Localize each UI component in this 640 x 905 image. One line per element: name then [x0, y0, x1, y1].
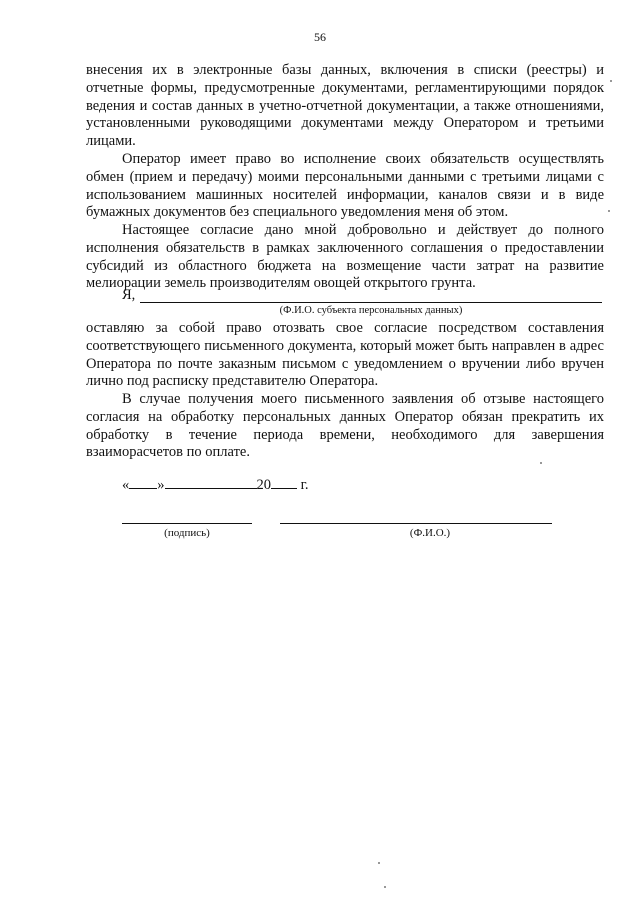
year-suffix: г. [300, 477, 309, 493]
name-caption: (Ф.И.О.) [409, 527, 451, 539]
year-prefix: 20 [256, 477, 271, 493]
paragraph-data-usage: внесения их в электронные базы данных, включения в списки (реестры) и отчетные формы, предусмотренные документами, регламентирующими порядок ведения и состав данных в учетно-отчетной документации, а также отношениями, установленными руководящими документами между Оператором и третьими лицами. [86, 62, 604, 150]
scan-speck [384, 886, 386, 888]
month-blank [165, 476, 257, 489]
paragraph-withdrawal-processing: В случае получения моего письменного заявления об отзыве настоящего согласия на обработку персональных данных Оператор обязан прекратить их обработку в течение периода времени, необходимого для завершения взаиморасчетов по оплате. [86, 391, 604, 461]
date-close-quote: » [157, 477, 165, 493]
ya-label: Я, [122, 287, 136, 303]
name-line [280, 523, 552, 524]
signature-caption: (подпись) [164, 527, 210, 539]
date-open-quote: « [122, 477, 130, 493]
paragraph-consent-validity: Настоящее согласие дано мной добровольно и действует до полного исполнения обязательств в рамках заключенного соглашения о предоставлении субсидий из областного бюджета на возмещение части затрат на развитие мелиорации земель производителям овощей открытого грунта. [86, 222, 604, 292]
paragraph-operator-rights: Оператор имеет право во исполнение своих обязательств осуществлять обмен (прием и передачу) моими персональными данными с третьими лицами с использованием машинных носителей информации, каналов связи и в виде бумажных документов без специального уведомления меня об этом. [86, 151, 604, 221]
paragraph-withdrawal-right: оставляю за собой право отозвать свое согласие посредством составления соответствующего письменного документа, который может быть направлен в адрес Оператора по почте заказным письмом с уведомлением о вручении либо вручен лично под расписку представителю Оператора. [86, 320, 604, 390]
date-line [122, 476, 309, 494]
page-number: 56 [314, 30, 326, 44]
subject-name-field [140, 302, 602, 303]
scan-speck [540, 462, 542, 464]
year-blank [271, 476, 297, 489]
day-blank [129, 476, 157, 489]
scan-speck [378, 862, 380, 864]
subject-name-caption: (Ф.И.О. субъекта персональных данных) [279, 305, 463, 316]
scan-speck [610, 80, 612, 82]
scan-speck [608, 210, 610, 212]
signature-line [122, 523, 252, 524]
